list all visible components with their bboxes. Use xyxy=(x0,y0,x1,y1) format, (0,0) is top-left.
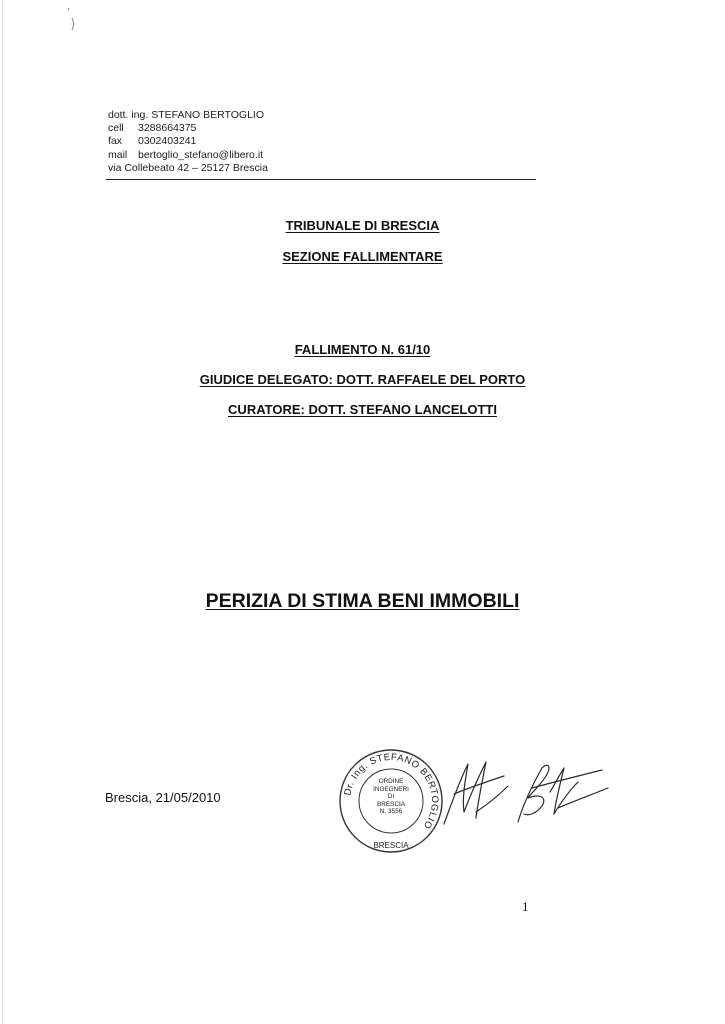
stamp-line-3: DI xyxy=(387,793,395,801)
letterhead-address: via Collebeato 42 – 25127 Brescia xyxy=(108,161,268,174)
scan-edge-line xyxy=(2,0,3,1024)
letterhead-cell-row xyxy=(108,122,268,135)
stamp-ring-text: Dr. Ing. STEFANO BERTOGLIO xyxy=(342,751,441,832)
letterhead xyxy=(108,109,268,175)
stamp-inner-text xyxy=(368,778,414,816)
fax-label: fax xyxy=(108,135,123,148)
scan-speck-mark xyxy=(66,6,82,36)
document-title: PERIZIA DI STIMA BENI IMMOBILI xyxy=(205,590,520,612)
cell-label: cell xyxy=(108,122,124,135)
tribunal-heading: TRIBUNALE DI BRESCIA xyxy=(285,218,440,233)
curator-line: CURATORE: DOTT. STEFANO LANCELOTTI xyxy=(228,402,497,417)
letterhead-name: dott. ing. STEFANO BERTOGLIO xyxy=(108,109,265,121)
header-divider xyxy=(106,179,536,180)
mail-label: mail xyxy=(108,148,128,161)
stamp-line-2: INGEGNERI xyxy=(373,785,409,793)
page-number: 1 xyxy=(522,899,529,914)
stamp-bottom-text: BRESCIA xyxy=(373,841,409,850)
mail-address: bertoglio_stefano@libero.it xyxy=(138,148,264,161)
judge-line: GIUDICE DELEGATO: DOTT. RAFFAELE DEL PORTO xyxy=(199,372,526,387)
handwritten-signature xyxy=(438,752,613,832)
cell-number: 3288664375 xyxy=(138,122,197,135)
stamp-line-5: N. 3556 xyxy=(379,808,403,816)
case-number: FALLIMENTO N. 61/10 xyxy=(294,342,431,357)
stamp-line-1: ORDINE xyxy=(378,778,404,785)
section-heading: SEZIONE FALLIMENTARE xyxy=(282,249,443,264)
stamp-line-4: BRESCIA xyxy=(376,800,406,808)
letterhead-fax-row xyxy=(108,135,268,148)
letterhead-mail-row xyxy=(108,149,268,162)
fax-number: 0302403241 xyxy=(138,135,197,148)
place-date: Brescia, 21/05/2010 xyxy=(105,790,221,805)
